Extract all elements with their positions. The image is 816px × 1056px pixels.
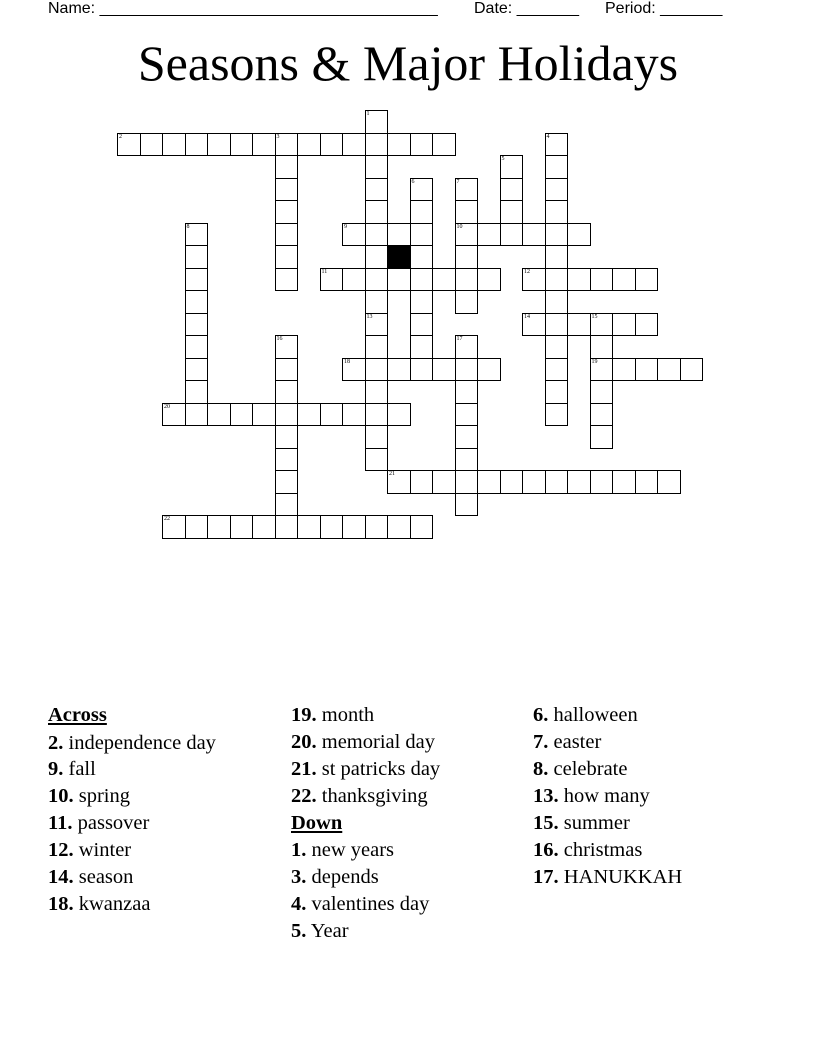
clue-text: HANUKKAH	[563, 866, 683, 888]
crossword-cell[interactable]	[477, 223, 501, 247]
clue-across-21	[291, 756, 511, 783]
crossword-cell[interactable]	[410, 470, 434, 494]
clue-text: independence day	[68, 732, 216, 754]
crossword-cell[interactable]	[432, 470, 456, 494]
clue-column-1	[48, 702, 248, 918]
crossword-cell[interactable]	[500, 155, 524, 179]
crossword-cell[interactable]	[387, 470, 411, 494]
crossword-cell[interactable]	[365, 335, 389, 359]
crossword-cell[interactable]	[140, 133, 164, 157]
crossword-cell[interactable]	[455, 448, 479, 472]
clue-down-16	[533, 837, 763, 864]
clue-across-18	[48, 891, 248, 918]
clue-number: 13.	[533, 785, 559, 807]
crossword-cell[interactable]	[545, 178, 569, 202]
clue-text: passover	[77, 812, 150, 834]
clue-down-3	[291, 864, 511, 891]
crossword-cell[interactable]	[342, 515, 366, 539]
crossword-cell[interactable]	[635, 470, 659, 494]
clue-text: winter	[78, 839, 132, 861]
crossword-cell[interactable]	[275, 200, 299, 224]
crossword-cell[interactable]	[477, 268, 501, 292]
crossword-cell[interactable]	[612, 470, 636, 494]
crossword-block	[387, 245, 411, 269]
clue-down-17	[533, 864, 763, 891]
clue-number-label: 16	[276, 336, 283, 342]
crossword-cell[interactable]	[185, 223, 209, 247]
crossword-cell[interactable]	[410, 268, 434, 292]
clue-number: 8.	[533, 758, 549, 780]
clue-text: Year	[310, 920, 349, 942]
clue-number-label: 14	[524, 313, 530, 320]
clue-number-label: 10	[456, 223, 463, 230]
crossword-cell[interactable]	[612, 358, 636, 382]
crossword-cell[interactable]	[230, 133, 254, 157]
crossword-cell[interactable]	[545, 290, 569, 314]
crossword-cell[interactable]	[162, 515, 186, 539]
clue-across-10	[48, 783, 248, 810]
crossword-cell[interactable]	[275, 515, 299, 539]
crossword-cell[interactable]	[455, 380, 479, 404]
crossword-cell[interactable]	[410, 358, 434, 382]
crossword-cell[interactable]	[162, 133, 186, 157]
clue-down-6	[533, 702, 763, 729]
crossword-cell[interactable]	[545, 335, 569, 359]
crossword-cell[interactable]	[545, 133, 569, 157]
crossword-cell[interactable]	[455, 403, 479, 427]
clue-down-1	[291, 837, 511, 864]
clue-across-14	[48, 864, 248, 891]
crossword-cell[interactable]	[185, 403, 209, 427]
clue-across-19	[291, 702, 511, 729]
crossword-cell[interactable]	[635, 268, 659, 292]
crossword-cell[interactable]	[455, 245, 479, 269]
crossword-cell[interactable]	[342, 133, 366, 157]
clue-down-4	[291, 891, 511, 918]
crossword-cell[interactable]	[500, 200, 524, 224]
crossword-cell[interactable]	[365, 358, 389, 382]
clue-text: spring	[78, 785, 130, 807]
date-field[interactable]: Date: _______	[474, 0, 579, 17]
crossword-cell[interactable]	[365, 448, 389, 472]
crossword-cell[interactable]	[252, 403, 276, 427]
crossword-cell[interactable]	[545, 470, 569, 494]
crossword-cell[interactable]	[320, 403, 344, 427]
clue-down-15	[533, 810, 763, 837]
crossword-cell[interactable]	[545, 403, 569, 427]
clue-across-9	[48, 756, 248, 783]
crossword-cell[interactable]	[275, 448, 299, 472]
crossword-cell[interactable]	[185, 380, 209, 404]
crossword-cell[interactable]	[207, 515, 231, 539]
clue-text: month	[321, 704, 375, 726]
clue-number-label: 20	[164, 403, 170, 410]
clue-across-20	[291, 729, 511, 756]
crossword-cell[interactable]	[297, 133, 321, 157]
crossword-cell[interactable]	[657, 470, 681, 494]
crossword-cell[interactable]	[365, 380, 389, 404]
crossword-cell[interactable]	[275, 268, 299, 292]
crossword-cell[interactable]	[455, 470, 479, 494]
crossword-cell[interactable]	[185, 245, 209, 269]
crossword-cell[interactable]	[455, 358, 479, 382]
crossword-cell[interactable]	[657, 358, 681, 382]
crossword-cell[interactable]	[275, 470, 299, 494]
crossword-cell[interactable]	[545, 380, 569, 404]
crossword-cell[interactable]	[387, 403, 411, 427]
clue-column-2	[291, 702, 511, 945]
crossword-cell[interactable]	[342, 358, 366, 382]
clue-number-label: 13	[366, 313, 373, 320]
crossword-cell[interactable]	[252, 133, 276, 157]
crossword-cell[interactable]	[567, 223, 591, 247]
crossword-cell[interactable]	[365, 515, 389, 539]
clue-number-label: 19	[591, 358, 598, 365]
crossword-cell[interactable]	[365, 155, 389, 179]
clue-number: 11.	[48, 812, 73, 834]
clue-text: how many	[563, 785, 650, 807]
crossword-cell[interactable]	[455, 178, 479, 202]
crossword-cell[interactable]	[590, 313, 614, 337]
crossword-cell[interactable]	[365, 290, 389, 314]
clue-down-13	[533, 783, 763, 810]
crossword-cell[interactable]	[545, 245, 569, 269]
crossword-cell[interactable]	[320, 268, 344, 292]
clue-text: new years	[311, 839, 395, 861]
crossword-cell[interactable]	[612, 313, 636, 337]
clue-number-label: 8	[186, 223, 190, 230]
clue-across-11	[48, 810, 248, 837]
crossword-cell[interactable]	[275, 335, 299, 359]
crossword-cell[interactable]	[410, 515, 434, 539]
crossword-cell[interactable]	[342, 403, 366, 427]
clue-text: st patricks day	[321, 758, 441, 780]
clue-number-label: 18	[344, 358, 350, 365]
clue-number: 6.	[533, 704, 549, 726]
clue-text: thanksgiving	[321, 785, 428, 807]
clue-text: halloween	[553, 704, 638, 726]
crossword-cell[interactable]	[252, 515, 276, 539]
crossword-cell[interactable]	[455, 290, 479, 314]
crossword-cell[interactable]	[477, 470, 501, 494]
crossword-cell[interactable]	[410, 223, 434, 247]
clue-down-7	[533, 729, 763, 756]
crossword-cell[interactable]	[410, 313, 434, 337]
clue-number-label: 15	[591, 313, 598, 320]
crossword-cell[interactable]	[545, 223, 569, 247]
crossword-cell[interactable]	[590, 425, 614, 449]
clue-text: easter	[553, 731, 602, 753]
clue-number: 10.	[48, 785, 74, 807]
crossword-cell[interactable]	[590, 335, 614, 359]
crossword-cell[interactable]	[612, 268, 636, 292]
clue-text: depends	[311, 866, 379, 888]
crossword-cell[interactable]	[297, 515, 321, 539]
clue-number: 15.	[533, 812, 559, 834]
clue-number: 22.	[291, 785, 317, 807]
clue-number-label: 12	[524, 268, 530, 275]
clue-text: celebrate	[553, 758, 628, 780]
crossword-cell[interactable]	[590, 403, 614, 427]
crossword-cell[interactable]	[522, 223, 546, 247]
crossword-cell[interactable]	[185, 313, 209, 337]
crossword-cell[interactable]	[185, 133, 209, 157]
crossword-cell[interactable]	[275, 493, 299, 517]
crossword-cell[interactable]	[477, 358, 501, 382]
clue-number-label: 9	[344, 223, 347, 230]
clue-number-label: 11	[321, 268, 328, 275]
crossword-cell[interactable]	[275, 133, 299, 157]
down-heading: Down	[291, 812, 343, 834]
crossword-cell[interactable]	[207, 133, 231, 157]
crossword-cell[interactable]	[320, 515, 344, 539]
crossword-cell[interactable]	[365, 223, 389, 247]
clue-down-8	[533, 756, 763, 783]
crossword-cell[interactable]	[410, 245, 434, 269]
clue-number-label: 21	[389, 471, 395, 477]
clue-number-label: 17	[456, 336, 463, 342]
crossword-cell[interactable]	[185, 268, 209, 292]
crossword-cell[interactable]	[162, 403, 186, 427]
crossword-cell[interactable]	[590, 358, 614, 382]
page-title: Seasons & Major Holidays	[137, 35, 679, 91]
crossword-cell[interactable]	[342, 268, 366, 292]
crossword-cell[interactable]	[455, 200, 479, 224]
crossword-cell[interactable]	[410, 133, 434, 157]
crossword-cell[interactable]	[455, 493, 479, 517]
crossword-cell[interactable]	[432, 268, 456, 292]
clue-number-label: 6	[411, 178, 415, 185]
crossword-cell[interactable]	[185, 290, 209, 314]
clue-number-label: 3	[276, 133, 280, 140]
crossword-cell[interactable]	[455, 335, 479, 359]
crossword-cell[interactable]	[410, 290, 434, 314]
clue-text: christmas	[563, 839, 643, 861]
clue-text: kwanzaa	[78, 893, 151, 915]
clue-number: 2.	[48, 732, 64, 754]
crossword-cell[interactable]	[387, 223, 411, 247]
clue-number: 16.	[533, 839, 559, 861]
crossword-cell[interactable]	[680, 358, 704, 382]
crossword-cell[interactable]	[432, 358, 456, 382]
crossword-cell[interactable]	[545, 200, 569, 224]
crossword-cell[interactable]	[275, 155, 299, 179]
crossword-cell[interactable]	[410, 178, 434, 202]
crossword-cell[interactable]	[275, 358, 299, 382]
clue-number: 21.	[291, 758, 317, 780]
clue-across-22	[291, 783, 511, 810]
crossword-cell[interactable]	[365, 133, 389, 157]
crossword-cell[interactable]	[500, 178, 524, 202]
crossword-cell[interactable]	[387, 268, 411, 292]
crossword-cell[interactable]	[230, 515, 254, 539]
crossword-cell[interactable]	[567, 313, 591, 337]
name-field[interactable]: Name: ______________________________________	[48, 0, 438, 17]
crossword-cell[interactable]	[455, 425, 479, 449]
clue-text: summer	[563, 812, 630, 834]
crossword-cell[interactable]	[545, 268, 569, 292]
crossword-cell[interactable]	[207, 403, 231, 427]
crossword-cell[interactable]	[365, 313, 389, 337]
clue-across-12	[48, 837, 248, 864]
clue-number-label: 2	[119, 133, 122, 140]
crossword-cell[interactable]	[365, 403, 389, 427]
clue-number: 7.	[533, 731, 549, 753]
clue-list	[48, 702, 768, 962]
crossword-cell[interactable]	[387, 515, 411, 539]
crossword-cell[interactable]	[410, 335, 434, 359]
clue-number-label: 7	[456, 178, 460, 185]
clue-number: 12.	[48, 839, 74, 861]
crossword-cell[interactable]	[342, 223, 366, 247]
crossword-cell[interactable]	[545, 358, 569, 382]
crossword-cell[interactable]	[365, 425, 389, 449]
crossword-cell[interactable]	[365, 268, 389, 292]
crossword-cell[interactable]	[297, 403, 321, 427]
crossword-cell[interactable]	[545, 313, 569, 337]
crossword-cell[interactable]	[185, 515, 209, 539]
clue-number: 17.	[533, 866, 559, 888]
crossword-cell[interactable]	[590, 380, 614, 404]
clue-across-2	[48, 729, 248, 756]
crossword-cell[interactable]	[590, 470, 614, 494]
crossword-cell[interactable]	[567, 470, 591, 494]
clue-number: 14.	[48, 866, 74, 888]
crossword-cell[interactable]	[275, 425, 299, 449]
crossword-cell[interactable]	[500, 223, 524, 247]
crossword-cell[interactable]	[275, 380, 299, 404]
crossword-cell[interactable]	[500, 470, 524, 494]
crossword-cell[interactable]	[567, 268, 591, 292]
crossword-cell[interactable]	[275, 403, 299, 427]
clue-number: 1.	[291, 839, 307, 861]
clue-down-5	[291, 918, 511, 945]
crossword-cell[interactable]	[275, 245, 299, 269]
crossword-cell[interactable]	[545, 155, 569, 179]
crossword-cell[interactable]	[185, 335, 209, 359]
clue-number: 19.	[291, 704, 317, 726]
crossword-cell[interactable]	[522, 313, 546, 337]
clue-number: 9.	[48, 758, 64, 780]
crossword-cell[interactable]	[275, 178, 299, 202]
clue-column-3	[533, 702, 763, 891]
crossword-cell[interactable]	[365, 200, 389, 224]
crossword-cell[interactable]	[365, 110, 389, 134]
clue-number-label: 5	[501, 156, 505, 162]
crossword-cell[interactable]	[635, 313, 659, 337]
crossword-cell[interactable]	[410, 200, 434, 224]
clue-text: fall	[68, 758, 96, 780]
crossword-cell[interactable]	[185, 358, 209, 382]
clue-text: valentines day	[311, 893, 430, 915]
crossword-cell[interactable]	[432, 133, 456, 157]
clue-number-label: 1	[366, 111, 370, 117]
crossword-cell[interactable]	[387, 133, 411, 157]
crossword-cell[interactable]	[230, 403, 254, 427]
crossword-cell[interactable]	[320, 133, 344, 157]
clue-number: 5.	[291, 920, 307, 942]
crossword-cell[interactable]	[387, 358, 411, 382]
crossword-cell[interactable]	[117, 133, 141, 157]
clue-text: memorial day	[321, 731, 436, 753]
crossword-cell[interactable]	[522, 268, 546, 292]
clue-text: season	[78, 866, 134, 888]
clue-number: 4.	[291, 893, 307, 915]
crossword-cell[interactable]	[455, 268, 479, 292]
period-field[interactable]: Period: _______	[605, 0, 723, 17]
crossword-cell[interactable]	[365, 245, 389, 269]
crossword-cell[interactable]	[635, 358, 659, 382]
across-heading: Across	[48, 704, 107, 726]
crossword-cell[interactable]	[522, 470, 546, 494]
clue-number: 20.	[291, 731, 317, 753]
crossword-cell[interactable]	[275, 223, 299, 247]
crossword-cell[interactable]	[455, 223, 479, 247]
clue-number-label: 22	[164, 516, 170, 522]
clue-number: 3.	[291, 866, 307, 888]
clue-number-label: 4	[546, 133, 550, 140]
clue-number: 18.	[48, 893, 74, 915]
crossword-cell[interactable]	[590, 268, 614, 292]
crossword-cell[interactable]	[365, 178, 389, 202]
